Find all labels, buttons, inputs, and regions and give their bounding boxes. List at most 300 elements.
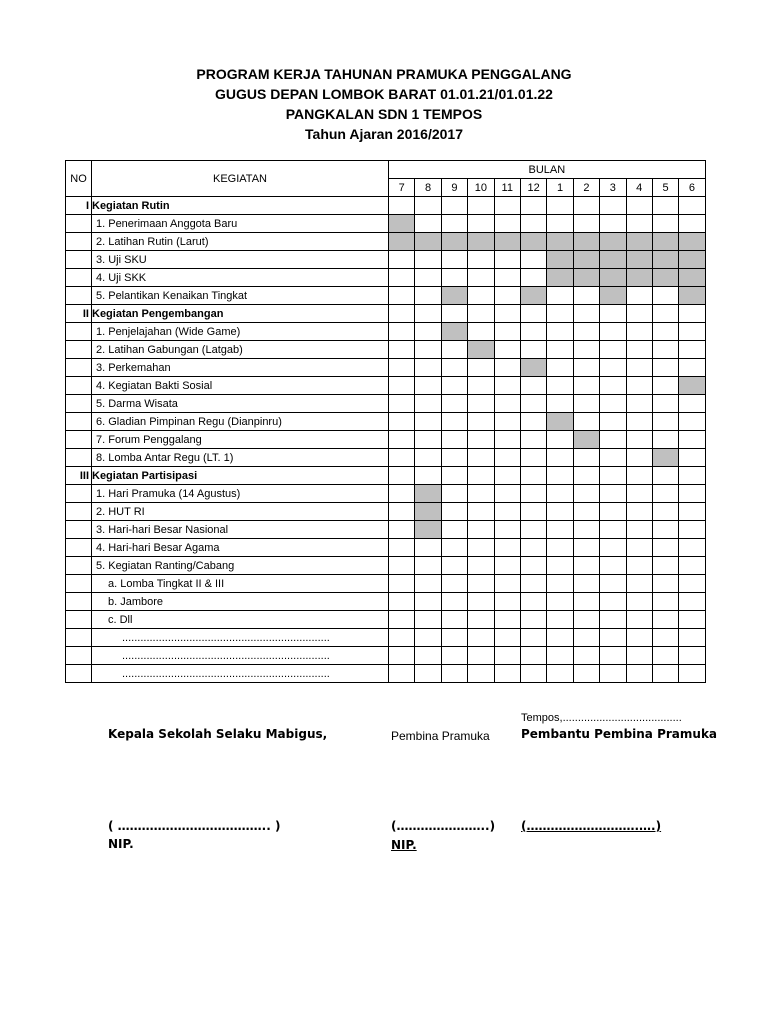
schedule-cell [652,575,678,593]
schedule-cell [494,251,520,269]
schedule-cell [626,395,652,413]
schedule-cell [441,413,467,431]
schedule-cell-filled [547,413,573,431]
activity-label: a. Lomba Tingkat II & III [92,575,389,593]
schedule-cell [520,413,546,431]
schedule-cell [468,521,494,539]
schedule-cell-filled [573,233,599,251]
schedule-cell [626,539,652,557]
row-number [66,557,92,575]
schedule-cell [415,539,441,557]
row-number: II [66,305,92,323]
schedule-cell [468,575,494,593]
schedule-cell [389,251,415,269]
schedule-cell [520,377,546,395]
schedule-cell-filled [573,251,599,269]
schedule-cell [494,575,520,593]
schedule-cell [415,629,441,647]
schedule-cell [468,467,494,485]
schedule-cell [520,611,546,629]
row-number [66,503,92,521]
schedule-cell-filled [600,233,626,251]
activity-label: 5. Pelantikan Kenaikan Tingkat [92,287,389,305]
schedule-cell [547,467,573,485]
schedule-cell [626,359,652,377]
title-line-3: PANGKALAN SDN 1 TEMPOS [285,106,483,122]
schedule-cell [415,593,441,611]
schedule-cell [652,611,678,629]
schedule-cell [626,485,652,503]
schedule-cell-filled [652,269,678,287]
schedule-cell [679,629,705,647]
schedule-cell-filled [573,431,599,449]
section-label: Kegiatan Pengembangan [92,305,389,323]
activity-label: 1. Penjelajahan (Wide Game) [92,323,389,341]
section-row [66,197,706,215]
schedule-cell [547,521,573,539]
row-number [66,413,92,431]
schedule-cell [547,359,573,377]
schedule-cell [626,377,652,395]
row-number [66,287,92,305]
schedule-cell [600,359,626,377]
col-no-header: NO [66,161,92,197]
pembina-title: Pembina Pramuka [391,729,490,743]
activity-label: 7. Forum Penggalang [92,431,389,449]
schedule-cell-filled [415,233,441,251]
activity-label: 6. Gladian Pimpinan Regu (Dianpinru) [92,413,389,431]
schedule-cell [468,647,494,665]
schedule-cell [520,323,546,341]
schedule-cell [652,431,678,449]
schedule-cell [441,503,467,521]
schedule-cell [679,611,705,629]
row-number [66,215,92,233]
schedule-cell [415,269,441,287]
schedule-cell [547,449,573,467]
schedule-cell [389,341,415,359]
schedule-cell-filled [547,233,573,251]
schedule-cell [679,593,705,611]
schedule-cell [389,503,415,521]
schedule-cell [600,575,626,593]
schedule-cell [600,557,626,575]
schedule-cell [600,215,626,233]
schedule-cell [441,611,467,629]
schedule-cell [600,593,626,611]
schedule-cell [679,431,705,449]
schedule-cell [626,665,652,683]
schedule-cell [547,557,573,575]
schedule-cell-filled [494,233,520,251]
schedule-cell [441,431,467,449]
schedule-cell [573,647,599,665]
schedule-cell [626,305,652,323]
schedule-cell [547,287,573,305]
schedule-cell [441,647,467,665]
schedule-cell [468,611,494,629]
activity-row [66,251,706,269]
month-header: 4 [626,179,652,197]
activity-label: 2. Latihan Gabungan (Latgab) [92,341,389,359]
activity-row [66,485,706,503]
schedule-cell [415,305,441,323]
schedule-cell [415,413,441,431]
schedule-cell [468,485,494,503]
schedule-cell [441,341,467,359]
schedule-cell [573,377,599,395]
schedule-cell [679,323,705,341]
activity-row [66,323,706,341]
schedule-cell [626,287,652,305]
section-label: Kegiatan Partisipasi [92,467,389,485]
schedule-cell [573,539,599,557]
schedule-cell [600,467,626,485]
schedule-cell [415,251,441,269]
schedule-cell [547,539,573,557]
row-number [66,323,92,341]
schedule-cell [652,323,678,341]
schedule-cell-filled [389,233,415,251]
schedule-cell [415,467,441,485]
schedule-cell [652,377,678,395]
activity-row [66,557,706,575]
schedule-cell-filled [679,287,705,305]
schedule-cell-filled [441,323,467,341]
schedule-cell [494,557,520,575]
schedule-cell [520,395,546,413]
schedule-cell [468,377,494,395]
month-header: 5 [652,179,678,197]
schedule-cell [468,323,494,341]
schedule-cell-filled [679,251,705,269]
month-header: 10 [468,179,494,197]
schedule-cell [547,647,573,665]
schedule-cell [520,503,546,521]
row-number: I [66,197,92,215]
schedule-cell [600,647,626,665]
schedule-cell [441,467,467,485]
schedule-cell [389,323,415,341]
schedule-cell [600,629,626,647]
row-number [66,539,92,557]
schedule-cell [520,485,546,503]
activity-label: 4. Uji SKK [92,269,389,287]
schedule-cell [600,197,626,215]
schedule-cell [441,359,467,377]
schedule-cell [494,539,520,557]
schedule-cell [520,557,546,575]
schedule-cell [679,539,705,557]
schedule-cell [652,395,678,413]
schedule-cell [494,305,520,323]
row-number: III [66,467,92,485]
schedule-cell [415,197,441,215]
schedule-cell [547,431,573,449]
activity-label: 3. Uji SKU [92,251,389,269]
activity-row [66,647,706,665]
schedule-cell [520,467,546,485]
col-kegiatan-header: KEGIATAN [92,161,389,197]
schedule-cell [520,647,546,665]
schedule-cell [494,521,520,539]
schedule-cell [520,305,546,323]
activity-row [66,395,706,413]
schedule-cell [468,629,494,647]
month-header: 7 [389,179,415,197]
schedule-cell [389,467,415,485]
schedule-cell [468,539,494,557]
schedule-cell [441,449,467,467]
activity-row [66,269,706,287]
schedule-cell [441,395,467,413]
schedule-cell-filled [520,233,546,251]
schedule-cell [415,575,441,593]
schedule-cell [389,665,415,683]
activity-label: 2. Latihan Rutin (Larut) [92,233,389,251]
schedule-cell [600,449,626,467]
schedule-cell [600,395,626,413]
schedule-cell [679,557,705,575]
schedule-cell [573,215,599,233]
month-header: 8 [415,179,441,197]
schedule-cell [494,467,520,485]
schedule-cell [441,557,467,575]
schedule-cell [547,611,573,629]
schedule-cell [441,539,467,557]
schedule-cell [573,287,599,305]
schedule-cell [415,611,441,629]
schedule-cell [494,215,520,233]
schedule-cell [652,467,678,485]
schedule-cell [415,431,441,449]
schedule-cell [547,485,573,503]
schedule-cell [389,431,415,449]
schedule-cell [468,557,494,575]
document-title [0,64,768,144]
row-number [66,359,92,377]
pembantu-pembina-name: (……………………….….) [521,819,662,833]
schedule-cell [520,539,546,557]
schedule-cell [389,359,415,377]
schedule-cell [468,287,494,305]
month-header: 12 [520,179,546,197]
schedule-cell [626,593,652,611]
schedule-cell [494,647,520,665]
schedule-cell [520,629,546,647]
schedule-cell-filled [547,269,573,287]
schedule-cell [520,269,546,287]
schedule-cell [679,449,705,467]
schedule-cell [626,629,652,647]
schedule-cell [626,197,652,215]
schedule-cell [415,557,441,575]
schedule-cell [389,575,415,593]
activity-row [66,287,706,305]
schedule-cell [652,557,678,575]
schedule-cell [600,431,626,449]
activity-row [66,341,706,359]
col-bulan-header: BULAN [389,161,706,179]
schedule-cell [652,305,678,323]
activity-label: 3. Perkemahan [92,359,389,377]
activity-label: .................................................................... [92,665,389,683]
activity-label: 1. Hari Pramuka (14 Agustus) [92,485,389,503]
section-row [66,467,706,485]
schedule-cell [494,341,520,359]
schedule-cell [494,377,520,395]
schedule-cell [652,647,678,665]
row-number [66,341,92,359]
schedule-cell [652,485,678,503]
schedule-cell [468,305,494,323]
schedule-cell [626,557,652,575]
schedule-cell [573,485,599,503]
schedule-cell [389,485,415,503]
schedule-cell [626,611,652,629]
schedule-cell [652,341,678,359]
activity-label: 5. Darma Wisata [92,395,389,413]
schedule-cell [600,485,626,503]
activity-label: .................................................................... [92,647,389,665]
schedule-cell [652,413,678,431]
schedule-cell-filled [600,287,626,305]
activity-label: 4. Kegiatan Bakti Sosial [92,377,389,395]
schedule-cell [494,197,520,215]
schedule-cell-filled [600,251,626,269]
activity-label: 1. Penerimaan Anggota Baru [92,215,389,233]
schedule-cell [389,647,415,665]
schedule-cell [573,359,599,377]
schedule-cell [415,341,441,359]
schedule-cell [600,413,626,431]
schedule-cell [547,323,573,341]
schedule-cell [626,413,652,431]
schedule-cell-filled [652,449,678,467]
schedule-cell [573,341,599,359]
schedule-cell [441,521,467,539]
schedule-cell [600,503,626,521]
headmaster-title: Kepala Sekolah Selaku Mabigus, [108,727,328,741]
month-header: 6 [679,179,705,197]
schedule-cell [389,449,415,467]
section-row [66,305,706,323]
schedule-cell [573,575,599,593]
schedule-cell [547,629,573,647]
schedule-cell [573,467,599,485]
schedule-cell [389,629,415,647]
schedule-cell [441,215,467,233]
schedule-cell [415,647,441,665]
schedule-cell [626,449,652,467]
pembina-name: (…………………..) [391,819,496,833]
schedule-cell [520,575,546,593]
activity-label: 8. Lomba Antar Regu (LT. 1) [92,449,389,467]
schedule-cell [494,485,520,503]
schedule-cell [652,197,678,215]
schedule-cell-filled [441,287,467,305]
schedule-cell [415,215,441,233]
activity-row [66,377,706,395]
row-number [66,647,92,665]
schedule-cell [652,665,678,683]
activity-label: 3. Hari-hari Besar Nasional [92,521,389,539]
row-number [66,395,92,413]
schedule-cell [626,341,652,359]
schedule-cell [494,503,520,521]
schedule-cell [441,629,467,647]
schedule-cell [679,395,705,413]
schedule-cell [441,305,467,323]
schedule-cell [415,395,441,413]
headmaster-name: ( ……………………………….. ) [108,819,281,833]
schedule-cell [547,395,573,413]
schedule-cell [547,215,573,233]
activity-row [66,449,706,467]
schedule-cell-filled [626,233,652,251]
schedule-cell [547,503,573,521]
activity-label: 5. Kegiatan Ranting/Cabang [92,557,389,575]
activity-label: 4. Hari-hari Besar Agama [92,539,389,557]
schedule-cell [389,287,415,305]
schedule-cell [520,449,546,467]
schedule-cell [626,521,652,539]
row-number [66,521,92,539]
title-line-2: GUGUS DEPAN LOMBOK BARAT 01.01.21/01.01.22 [215,86,553,102]
schedule-cell-filled [679,269,705,287]
schedule-cell [389,611,415,629]
schedule-cell-filled [520,287,546,305]
schedule-cell [441,575,467,593]
schedule-cell [494,431,520,449]
row-number [66,233,92,251]
schedule-cell [679,503,705,521]
schedule-cell [520,593,546,611]
schedule-cell [600,341,626,359]
month-header: 2 [573,179,599,197]
schedule-cell [389,521,415,539]
schedule-cell-filled [468,341,494,359]
schedule-cell [494,359,520,377]
schedule-cell [441,197,467,215]
schedule-cell [389,197,415,215]
schedule-cell [573,593,599,611]
schedule-cell [626,323,652,341]
schedule-cell-filled [626,251,652,269]
schedule-cell-filled [600,269,626,287]
pembantu-pembina-title: Pembantu Pembina Pramuka [521,727,718,741]
row-number [66,611,92,629]
activity-row [66,593,706,611]
schedule-cell [415,665,441,683]
schedule-cell [652,503,678,521]
activity-row [66,359,706,377]
schedule-cell [679,467,705,485]
schedule-cell [573,413,599,431]
schedule-cell [547,593,573,611]
schedule-cell [415,323,441,341]
schedule-cell [494,611,520,629]
row-number [66,593,92,611]
month-header: 3 [600,179,626,197]
schedule-cell-filled [441,233,467,251]
schedule-cell [441,485,467,503]
schedule-cell [441,377,467,395]
schedule-cell-filled [679,233,705,251]
schedule-cell [441,593,467,611]
schedule-cell [494,323,520,341]
schedule-cell [468,449,494,467]
